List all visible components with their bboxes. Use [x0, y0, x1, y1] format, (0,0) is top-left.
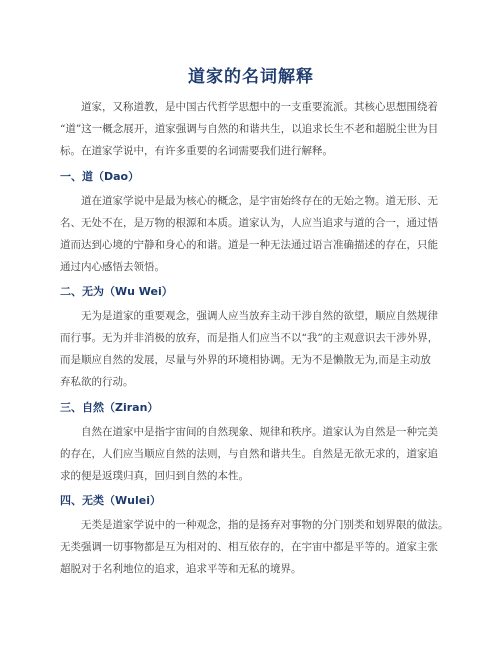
paragraph-line: 标。在道家学说中，有许多重要的名词需要我们进行解释。	[60, 145, 333, 157]
paragraph-line: 名、无处不在，是万物的根源和本质。道家认为，人应当追求与道的合一，通过悟	[60, 217, 438, 229]
paragraph-line: 无类强调一切事物都是互为相对的、相互依存的，在宇宙中都是平等的。道家主张	[60, 541, 438, 553]
intro-paragraph	[60, 96, 442, 162]
section-body-ziran	[60, 421, 442, 487]
page-title: 道家的名词解释	[188, 67, 314, 87]
section-body-dao	[60, 190, 442, 278]
paragraph-line: 的存在，人们应当顺应自然的法则，与自然和谐共生。自然是无欲无求的，道家追	[60, 448, 438, 460]
section-heading-wulei: 四、无类（Wulei）	[60, 494, 161, 507]
paragraph-line: 超脱对于名利地位的追求，追求平等和无私的境界。	[60, 563, 302, 575]
section-heading-wuwei: 二、无为（Wu Wei）	[60, 285, 173, 298]
section-body-wuwei	[60, 305, 442, 393]
paragraph-line: 而行事。无为并非消极的放弃，而是指人们应当不以“我”的主观意识去干涉外界，	[60, 332, 439, 344]
paragraph-line: “道”这一概念展开，道家强调与自然的和谐共生，以追求长生不老和超脱尘世为目	[60, 123, 439, 135]
paragraph-line: 道而达到心境的宁静和身心的和谐。道是一种无法通过语言准确描述的存在，只能	[60, 239, 438, 251]
paragraph-line: 道家，又称道教，是中国古代哲学思想中的一支重要流派。其核心思想围绕着	[81, 101, 438, 113]
section-heading-ziran: 三、自然（Ziran）	[60, 401, 159, 414]
paragraph-line: 弃私欲的行动。	[60, 376, 134, 388]
paragraph-line: 通过内心感悟去领悟。	[60, 261, 165, 273]
paragraph-line: 求的便是返璞归真，回归到自然的本性。	[60, 470, 249, 482]
section-body-wulei	[60, 514, 449, 580]
paragraph-line: 无为是道家的重要观念，强调人应当放弃主动干涉自然的欲望，顺应自然规律	[81, 310, 438, 322]
paragraph-line: 而是顺应自然的发展，尽量与外界的环境相协调。无为不是懒散无为,而是主动放	[60, 354, 431, 366]
paragraph-line: 自然在道家中是指宇宙间的自然现象、规律和秩序。道家认为自然是一种完美	[81, 426, 438, 438]
section-heading-dao: 一、道（Dao）	[60, 170, 140, 183]
paragraph-line: 无类是道家学说中的一种观念，指的是扬弃对事物的分门别类和划界限的做法。	[81, 519, 449, 531]
paragraph-line: 道在道家学说中是最为核心的概念，是宇宙始终存在的无始之物。道无形、无	[81, 195, 438, 207]
